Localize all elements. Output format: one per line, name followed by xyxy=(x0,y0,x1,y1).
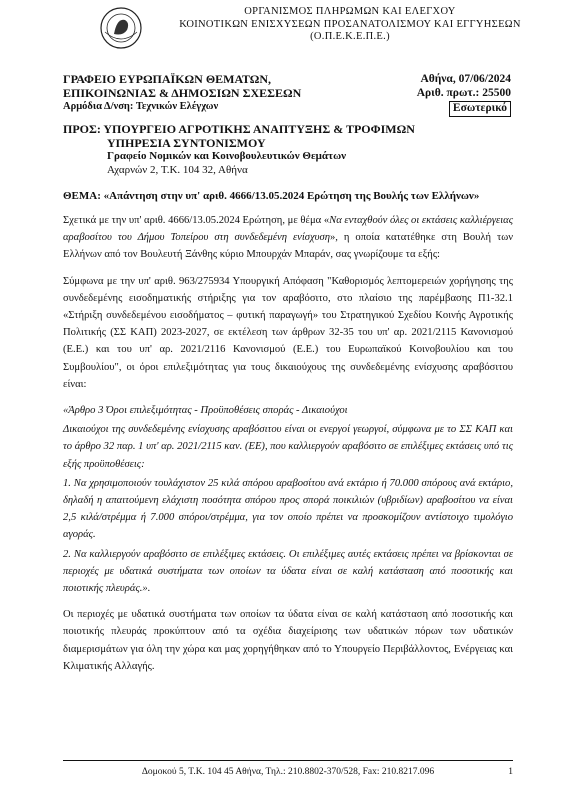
page-footer xyxy=(63,760,513,777)
letter-body xyxy=(63,212,513,684)
agency-logo-seal xyxy=(99,6,143,50)
body-paragraph-3: Οι περιοχές με υδατικά συστήματα των οποίων τα ύδατα είναι σε καλή κατάσταση από ποσοτικής και ποιοτικής πλευράς προκύπτουν από τα σχέδια διαχείρισης των υδατικών πόρων των υδατικών διαμερισμάτων για όλη την χώρα και μας χορηγήθηκαν από το Υπουργείο Περιβάλλοντος, Ενέργειας και Κλιματικής Αλλαγής. xyxy=(63,609,513,672)
recipient-service: ΥΠΗΡΕΣΙΑ ΣΥΝΤΟΝΙΣΜΟΥ xyxy=(107,135,266,150)
page-number: 1 xyxy=(508,767,513,777)
protocol-number: Αριθ. πρωτ.: 25500 xyxy=(416,86,511,99)
body-paragraph-1 xyxy=(63,212,513,264)
subject-line: ΘΕΜΑ: «Απάντηση στην υπ' αριθ. 4666/13.05.2024 Ερώτηση της Βουλής των Ελλήνων» xyxy=(63,190,480,202)
place-and-date: Αθήνα, 07/06/2024 xyxy=(420,73,511,85)
recipient-block xyxy=(63,123,415,177)
quote-condition-2: 2. Να καλλιεργούν αραβόσιτο σε επιλέξιμες εκτάσεις. Οι επιλέξιμες αυτές εκτάσεις πρέπει να βρίσκονται σε περιοχές με υδατικά συστήματα των οποίων τα ύδατα είναι σε καλή κατάσταση από ποσοτικής και ποιοτικής πλευράς.». xyxy=(63,548,513,595)
footer-address: Δομοκού 5, Τ.Κ. 104 45 Αθήνα, Τηλ.: 210.8802-370/528, Fax: 210.8217.096 xyxy=(141,767,435,777)
agency-name-line-1: ΟΡΓΑΝΙΣΜΟΣ ΠΛΗΡΩΜΩΝ ΚΑΙ ΕΛΕΓΧΟΥ xyxy=(244,6,456,17)
body-paragraph-2: Σύμφωνα με την υπ' αριθ. 963/275934 Υπουργική Απόφαση "Καθορισμός λεπτομερειών χορήγησης της συνδεδεμένης εισοδηματικής στήριξης για τον αραβόσιτο, στο πλαίσιο της παρέμβασης Π1-32.1 «Στήριξη συνδεδεμένου εισοδήματος – φυτική παραγωγή» του Στρατηγικού Σχεδίου Κοινής Αγροτικής Πολιτικής (ΣΣ ΚΑΠ) 2023-2027, σε εκτέλεση των άρθρων 32-35 του υπ' αρ. 2021/2115 Κανονισμού (Ε.Ε.) και του υπ' αρ. 2021/2116 Κανονισμού (Ε.Ε.) του Ευρωπαϊκού Κοινοβουλίου και του Συμβουλίου", οι όροι επιλεξιμότητας για τους δικαιούχους της συνδεδεμένης ενίσχυσης αραβόσιτου είναι: xyxy=(63,275,513,390)
body-paragraph-1-start: Σχετικά με την υπ' αριθ. 4666/13.05.2024 Ερώτηση, με θέμα « xyxy=(63,215,330,226)
recipient-ministry: ΠΡΟΣ: ΥΠΟΥΡΓΕΙΟ ΑΓΡΟΤΙΚΗΣ ΑΝΑΠΤΥΞΗΣ & ΤΡΟΦΙΜΩΝ xyxy=(63,122,415,136)
classification-badge: Εσωτερικό xyxy=(449,101,511,117)
document-meta xyxy=(417,73,511,117)
quote-condition-1: 1. Να χρησιμοποιούν τουλάχιστον 25 κιλά σπόρου αραβοσίτου ανά εκτάριο ή 70.000 σπόρους ανά εκτάριο, δηλαδή η απαιτούμενη ελάχιστη ποσότητα σπόρου προς σπορά ποικιλιών (υβριδίων) αραβοσίτου να είναι 2,5 κιλά/στρέμμα ή 7.000 σπόροι/στρέμμα, για τον οποίο πρέπει να προσκομίζουν αντίστοιχο τιμολόγιο αγοράς. xyxy=(63,477,513,541)
recipient-office: Γραφείο Νομικών και Κοινοβουλευτικών Θεμάτων xyxy=(107,150,347,162)
agency-name xyxy=(150,6,550,44)
agency-name-line-2: ΚΟΙΝΟΤΙΚΩΝ ΕΝΙΣΧΥΣΕΩΝ ΠΡΟΣΑΝΑΤΟΛΙΣΜΟΥ ΚΑΙ ΕΓΓΥΗΣΕΩΝ xyxy=(179,18,521,30)
agency-acronym: (Ο.Π.Ε.Κ.Ε.Π.Ε.) xyxy=(310,31,390,42)
body-paragraph-1-end: », η οποία κατατέθηκε στη Βουλή των Ελλήνων από τον Βουλευτή Ξάνθης κύριο Μπουρχάν Μπαράν, σας γνωρίζουμε τα εξής: xyxy=(63,232,513,261)
sender-office-line-2: ΕΠΙΚΟΙΝΩΝΙΑΣ & ΔΗΜΟΣΙΩΝ ΣΧΕΣΕΩΝ xyxy=(63,85,302,100)
regulation-quote xyxy=(63,402,513,597)
sender-office-line-1: ΓΡΑΦΕΙΟ ΕΥΡΩΠΑΪΚΩΝ ΘΕΜΑΤΩΝ, xyxy=(63,72,272,86)
sender-block xyxy=(63,73,393,114)
quote-intro: Δικαιούχοι της συνδεδεμένης ενίσχυσης αραβόσιτου είναι οι ενεργοί γεωργοί, σύμφωνα με το ΣΣ ΚΑΠ και το άρθρο 32 παρ. 1 υπ' αρ. 2021/2115 καν. (ΕΕ), που καλλιεργούν αραβόσιτο σε επιλέξιμες εκτάσεις υπό τις εξής προϋποθέσεις: xyxy=(63,424,513,470)
question-title-italic: Να ενταχθούν όλες οι εκτάσεις καλλιέργειας αραβοσίτου του Δήμου Τοπείρου στη συνδεδεμένη ενίσχυση xyxy=(63,215,513,244)
recipient-address: Αχαρνών 2, Τ.Κ. 104 32, Αθήνα xyxy=(107,163,248,176)
quote-article-title: «Άρθρο 3 Όροι επιλεξιμότητας - Προϋποθέσεις σποράς - Δικαιούχοι xyxy=(63,405,348,417)
responsible-directorate: Αρμόδια Δ/νση: Τεχνικών Ελέγχων xyxy=(63,101,219,112)
